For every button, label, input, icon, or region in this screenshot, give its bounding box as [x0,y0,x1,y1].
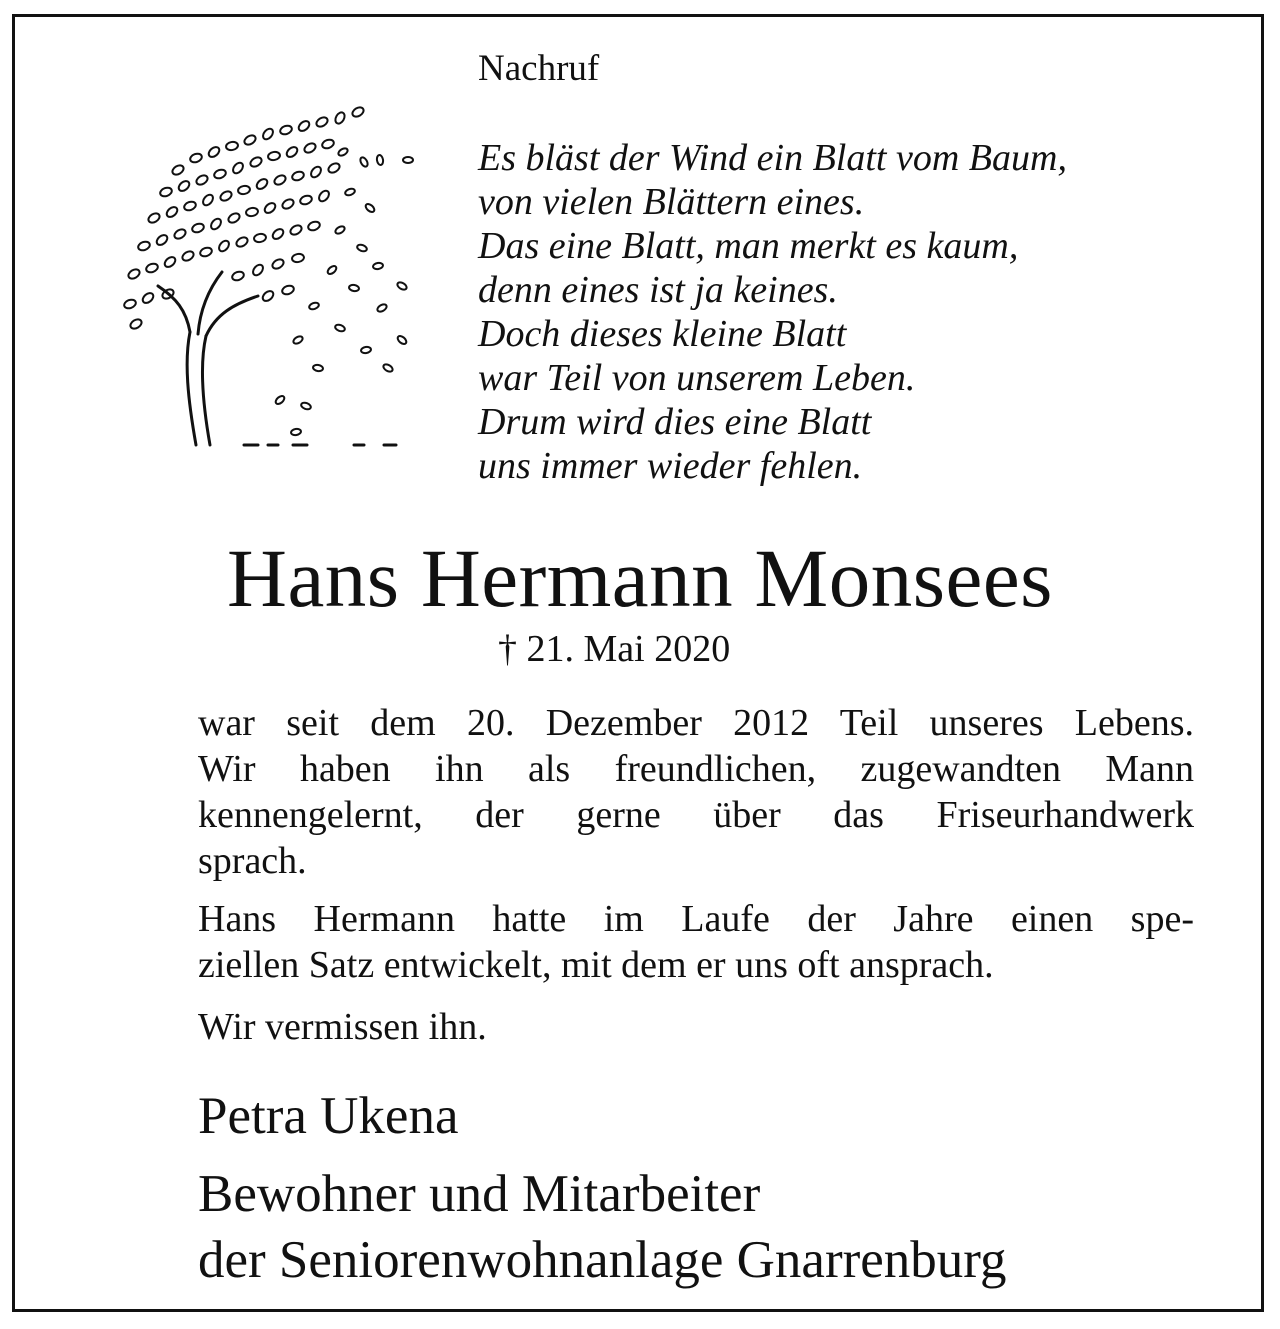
wind-blown-tree-icon [118,100,418,450]
signature-person: Petra Ukena [198,1087,459,1145]
poem-line: Das eine Blatt, man merkt es kaum, [478,225,1019,267]
obituary-heading: Nachruf [478,48,600,89]
paragraph-line: ziellen Satz entwickelt, mit dem er uns oft ansprach. [198,944,994,986]
signature-group-line-2: der Seniorenwohnanlage Gnarrenburg [198,1231,1007,1289]
poem-line: denn eines ist ja keines. [478,269,838,311]
death-date: † 21. Mai 2020 [498,628,731,670]
paragraph-line: Hans Hermann hatte im Laufe der Jahre einen spe- [198,898,1194,940]
paragraph-1 [198,700,1194,884]
paragraph-line: kennengelernt, der gerne über das Friseurhandwerk [198,794,1194,836]
paragraph-3: Wir vermissen ihn. [198,1006,487,1048]
poem-line: uns immer wieder fehlen. [478,445,863,487]
deceased-name: Hans Hermann Monsees [227,532,1053,624]
paragraph-line: sprach. [198,840,307,882]
poem-line: war Teil von unserem Leben. [478,357,916,399]
poem-line: Drum wird dies eine Blatt [478,401,872,443]
paragraph-2 [198,896,1194,988]
paragraph-line: Wir haben ihn als freundlichen, zugewandten Mann [198,748,1194,790]
poem-line: Es bläst der Wind ein Blatt vom Baum, [478,137,1067,179]
poem [478,136,1067,488]
paragraph-line: war seit dem 20. Dezember 2012 Teil unseres Lebens. [198,702,1194,744]
poem-line: Doch dieses kleine Blatt [478,313,847,355]
signature-group-line-1: Bewohner und Mitarbeiter [198,1165,761,1223]
poem-line: von vielen Blättern eines. [478,181,865,223]
